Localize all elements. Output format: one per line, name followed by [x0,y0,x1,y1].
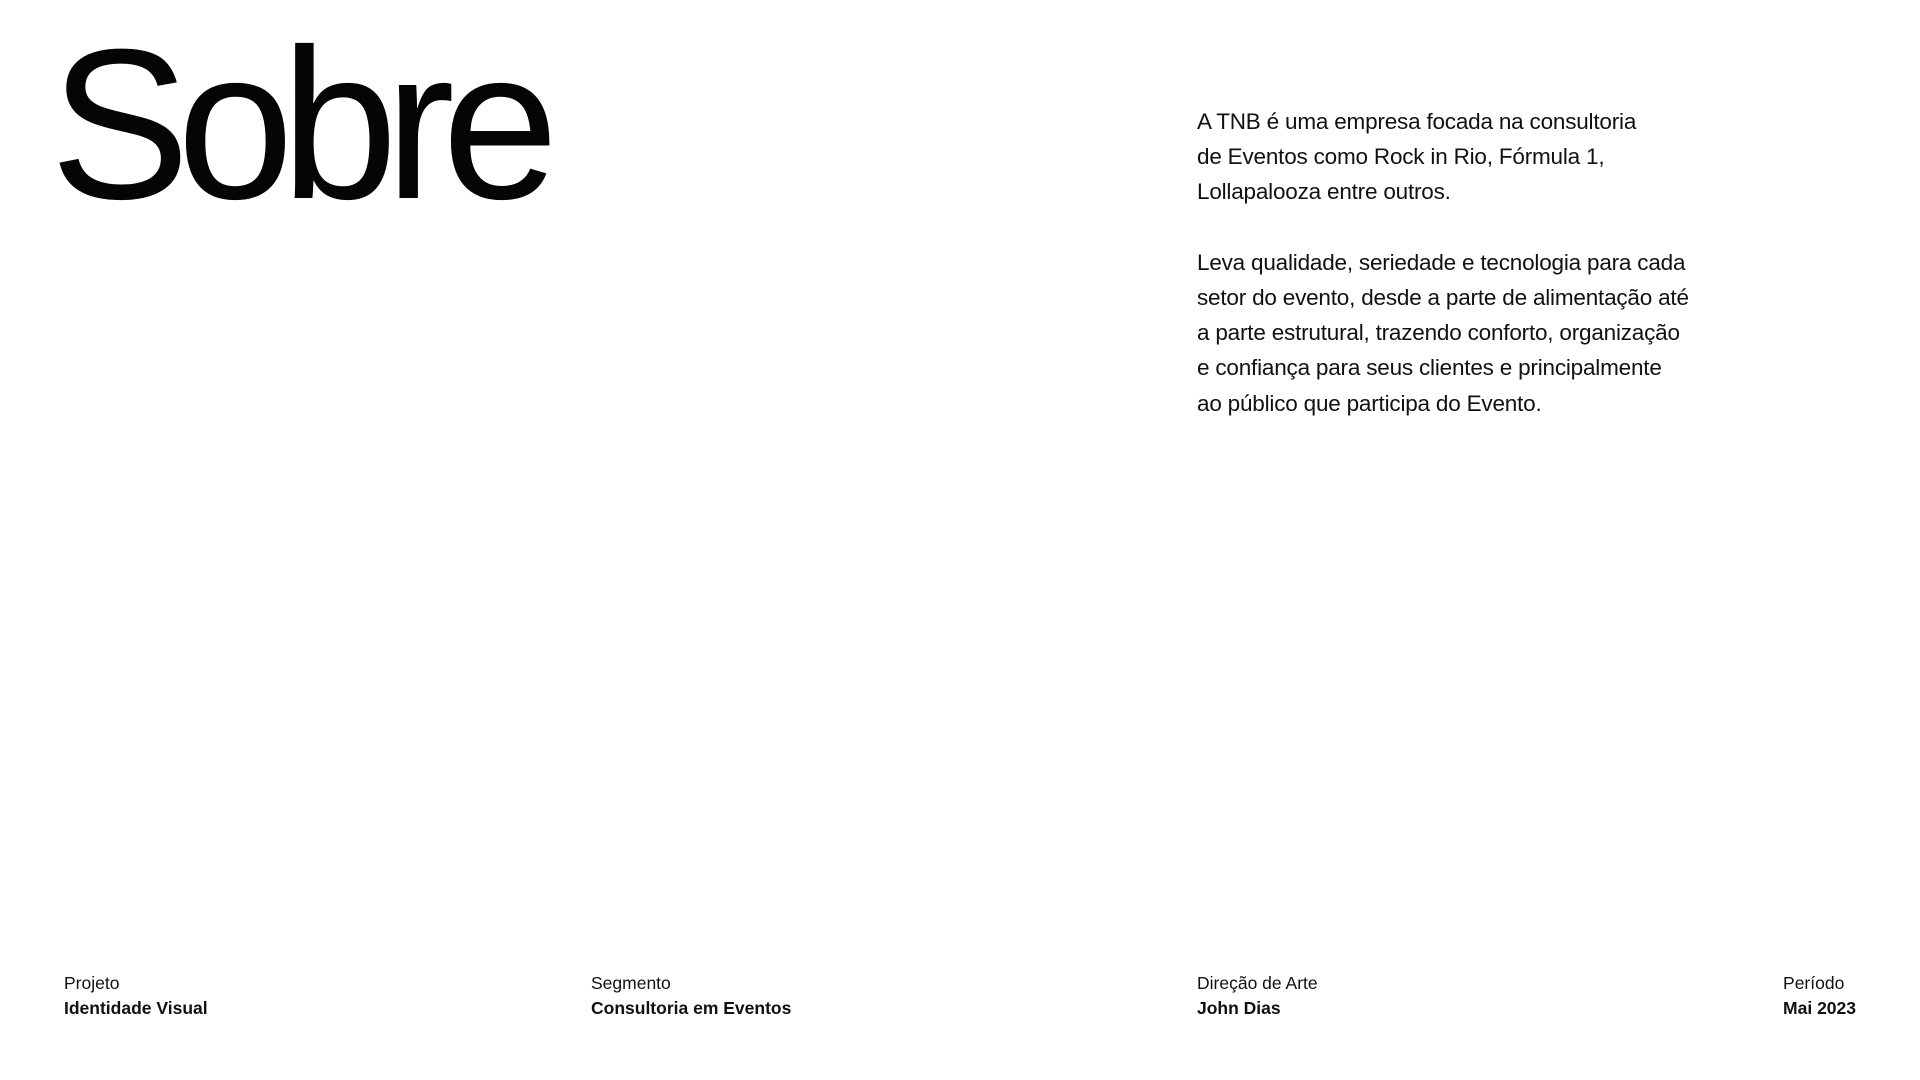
about-paragraph-intro: A TNB é uma empresa focada na consultoria de Eventos como Rock in Rio, Fórmula 1, Lollapalooza entre outros. [1197,109,1637,205]
meta-direcao-de-arte [1197,971,1318,1021]
meta-projeto-label: Projeto [64,973,120,993]
meta-segmento-value: Consultoria em Eventos [591,998,792,1018]
about-paragraph-details: Leva qualidade, seriedade e tecnologia para cada setor do evento, desde a parte de alimentação até a parte estrutural, trazendo conforto, organização e confiança para seus clientes e principalmente ao público que participa do Evento. [1197,249,1689,416]
meta-direcao-value: John Dias [1197,998,1281,1018]
meta-periodo [1783,971,1856,1021]
meta-periodo-label: Período [1783,973,1845,993]
meta-projeto [64,971,208,1021]
page-title: Sobre [50,5,546,244]
meta-segmento-label: Segmento [591,973,671,993]
meta-projeto-value: Identidade Visual [64,998,208,1018]
meta-segmento [591,971,791,1021]
meta-direcao-label: Direção de Arte [1197,973,1318,993]
meta-periodo-value: Mai 2023 [1783,998,1856,1018]
about-description [1197,104,1757,421]
